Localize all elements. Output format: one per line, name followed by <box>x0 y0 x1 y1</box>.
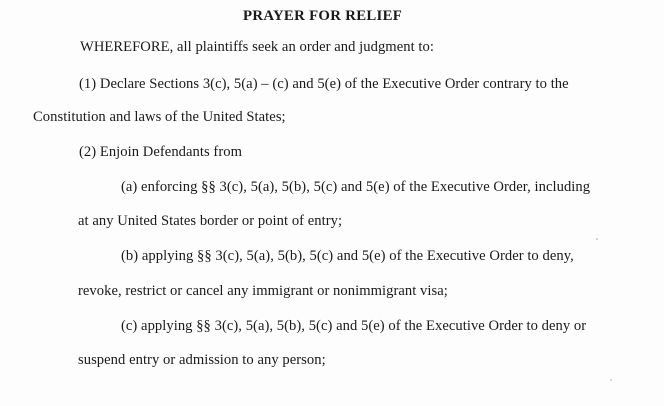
paragraph-2-line-1: (2) Enjoin Defendants from <box>79 144 242 160</box>
section-heading: PRAYER FOR RELIEF <box>243 8 403 24</box>
clause-a-line-1: (a) enforcing §§ 3(c), 5(a), 5(b), 5(c) and 5(e) of the Executive Order, including <box>121 179 591 195</box>
clause-c-line-2: suspend entry or admission to any person; <box>78 352 326 368</box>
paragraph-1-line-1: (1) Declare Sections 3(c), 5(a) – (c) and 5(e) of the Executive Order contrary to the <box>79 76 569 92</box>
clause-b-line-2: revoke, restrict or cancel any immigrant or nonimmigrant visa; <box>78 283 448 299</box>
scan-speck <box>610 379 612 381</box>
clause-b-line-1: (b) applying §§ 3(c), 5(a), 5(b), 5(c) and 5(e) of the Executive Order to deny, <box>121 248 574 264</box>
scan-speck <box>596 238 598 240</box>
paragraph-1-line-2: Constitution and laws of the United States; <box>33 109 286 125</box>
wherefore-line: WHEREFORE, all plaintiffs seek an order and judgment to: <box>80 39 434 55</box>
clause-c-line-1: (c) applying §§ 3(c), 5(a), 5(b), 5(c) and 5(e) of the Executive Order to deny or <box>121 318 587 334</box>
clause-a-line-2: at any United States border or point of entry; <box>78 213 343 229</box>
